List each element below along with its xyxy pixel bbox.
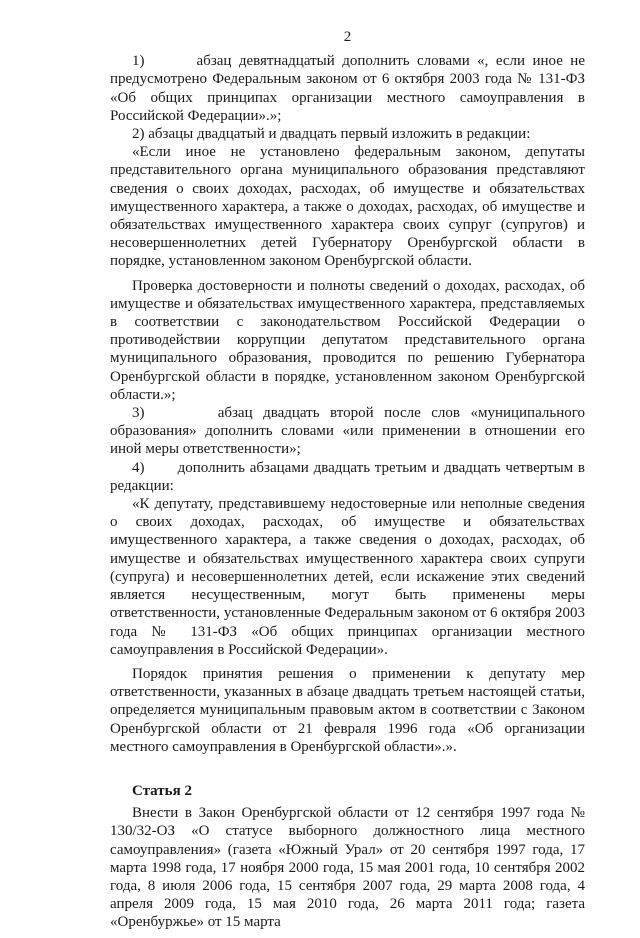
article-1-body (110, 52, 585, 756)
document-page (110, 28, 585, 938)
paragraph-amendment-4: 4) дополнить абзацами двадцать третьим и двадцать четвертым в редакции: (110, 459, 585, 494)
article-heading: Статья 2 (132, 782, 192, 799)
paragraph-amendment-3: 3) абзац двадцать второй после слов «муниципального образования» дополнить словами «или применении в отношении его иной меры ответственности»; (110, 405, 585, 458)
paragraph-procedure: Порядок принятия решения о применении к депутату мер ответственности, указанных в абзаце двадцать третьем настоящей статьи, определяется муниципальным правовым актом в соответствии с Законом Оренбургской области от 21 февраля 1996 года «Об организации местного самоуправления в Оренбургской области».». (110, 665, 585, 755)
paragraph-verification: Проверка достоверности и полноты сведений о доходах, расходах, об имуществе и обязательствах имущественного характера, представляемых в соответствии с законодательством Российской Федерации о противодействии коррупции депутатом представительного органа муниципального образования, проводится по решению Губернатора Оренбургской области в порядке, установленном законом Оренбургской области.»; (110, 277, 585, 403)
paragraph-amendment-1: 1) абзац девятнадцатый дополнить словами «, если иное не предусмотрено Федеральным законом от 6 октября 2003 года № 131-ФЗ «Об общих принципах организации местного самоуправления в Российской Федерации».»; (110, 53, 585, 124)
article-2-body (110, 804, 585, 931)
page-number: 2 (343, 29, 352, 45)
paragraph-amendment-2: 2) абзацы двадцатый и двадцать первый изложить в редакции: (132, 126, 531, 143)
paragraph-quote-liability: «К депутату, представившему недостоверные или неполные сведения о своих доходах, расходах, об имуществе и обязательствах имущественного характера, а также сведения о доходах, расходах, об имуществе и обязательствах имущественного характера своих супруги (супруга) и несовершеннолетних детей, если искажение этих сведений является несущественным, могут быть применены меры ответственности, установленные Федеральным законом от 6 октября 2003 года № 131-ФЗ «Об общих принципах организации местного самоуправления в Российской Федерации». (110, 496, 585, 658)
paragraph-quote-declarations: «Если иное не установлено федеральным законом, депутаты представительного органа муниципального образования представляют сведения о своих доходах, расходах, об имуществе и обязательствах имущественного характера, а также о доходах, расходах, об имуществе и обязательствах имущественного характера своих супруг (супругов) и несовершеннолетних детей Губернатору Оренбургской области в порядке, установленном законом Оренбургской области. (110, 144, 585, 270)
paragraph-article-2-intro: Внести в Закон Оренбургской области от 12 сентября 1997 года № 130/32-ОЗ «О статусе выборного должностного лица местного самоуправления» (газета «Южный Урал» от 20 сентября 1997 года, 17 марта 1998 года, 17 ноября 2000 года, 15 мая 2001 года, 10 сентября 2002 года, 8 июля 2006 года, 15 сентября 2007 года, 29 марта 2008 года, 4 апреля 2009 года, 15 мая 2010 года, 26 марта 2011 года; газета «Оренбуржье» от 15 марта (110, 805, 585, 931)
